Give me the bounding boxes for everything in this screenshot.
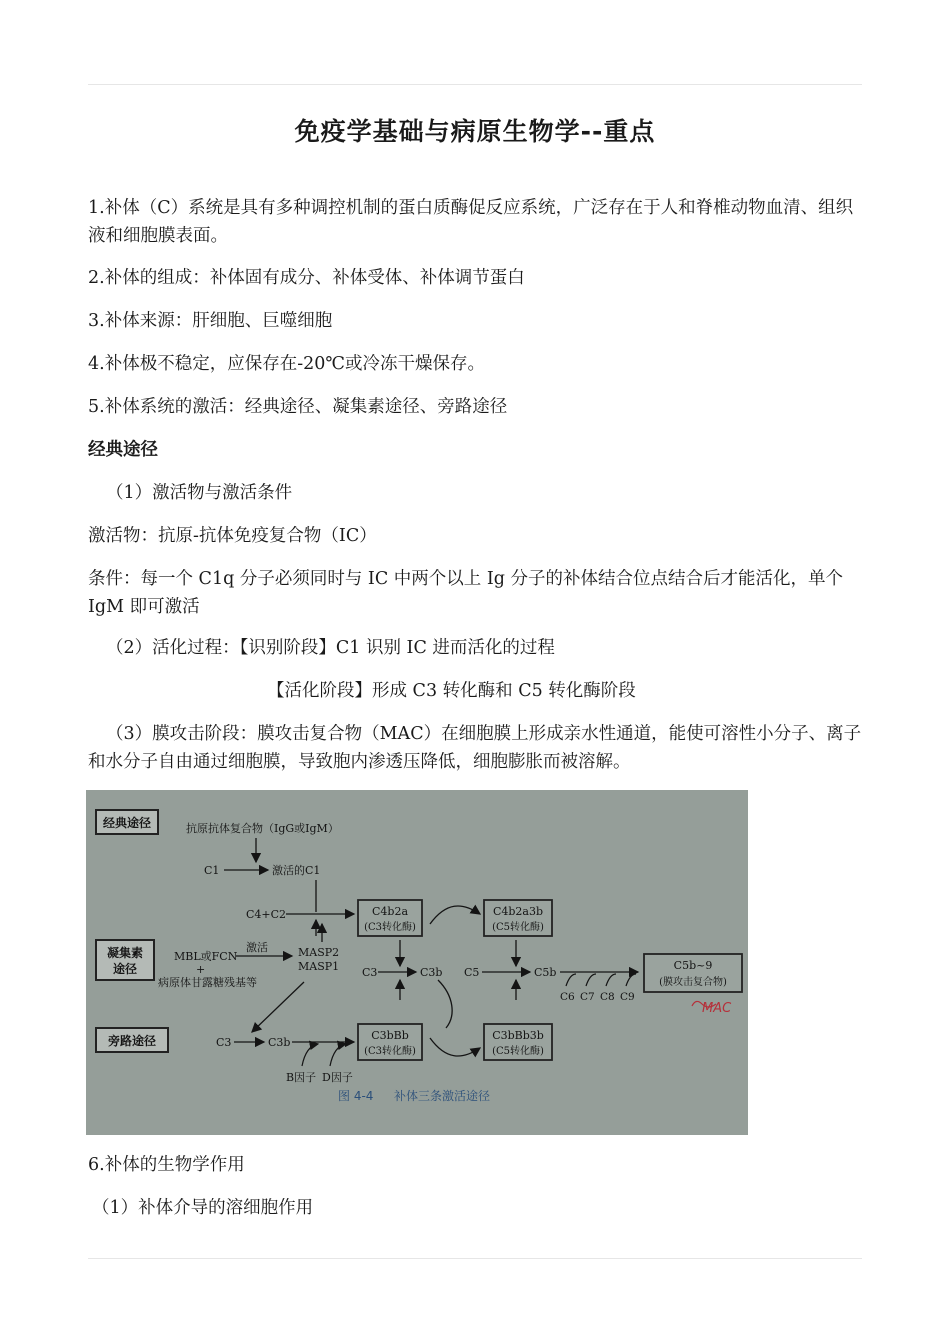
top-rule	[88, 84, 862, 85]
c9-label: C9	[620, 991, 635, 1003]
factor-b-label: B因子	[286, 1071, 317, 1084]
subsection-2-activation-stage: 【活化阶段】形成 C3 转化酶和 C5 转化酶阶段	[267, 681, 636, 701]
page-title: 免疫学基础与病原生物学--重点	[294, 117, 656, 146]
paragraph-6: 6.补体的生物学作用	[88, 1155, 245, 1175]
subsection-2: （2）活化过程：【识别阶段】C1 识别 IC 进而活化的过程	[106, 638, 555, 658]
bottom-rule	[88, 1258, 862, 1259]
svg-text:(C3转化酶): (C3转化酶)	[364, 922, 416, 933]
box-c3bbb3b	[484, 1024, 552, 1060]
box-lectin-pathway	[96, 940, 154, 980]
box-c4b2a	[358, 900, 422, 936]
subsection-1: （1）激活物与激活条件	[106, 483, 293, 503]
masp2-label: MASP2	[298, 946, 340, 959]
svg-text:C4b2a3b: C4b2a3b	[492, 905, 544, 918]
activator-line: 激活物：抗原-抗体免疫复合物（IC）	[88, 526, 377, 546]
activate-label: 激活	[246, 941, 268, 954]
factor-d-label: D因子	[322, 1071, 353, 1084]
svg-text:补体三条激活途径: 补体三条激活途径	[394, 1089, 491, 1103]
svg-text:(膜攻击复合物): (膜攻击复合物)	[659, 977, 727, 988]
active-c1-label: 激活的C1	[272, 864, 321, 877]
c3-alt-label: C3	[216, 1036, 232, 1049]
c1-label: C1	[204, 864, 220, 877]
box-classical-pathway	[96, 810, 158, 834]
svg-text:C3bBb3b: C3bBb3b	[492, 1029, 544, 1042]
c4c2-label: C4+C2	[246, 908, 287, 921]
paragraph-2: 2.补体的组成：补体固有成分、补体受体、补体调节蛋白	[88, 268, 525, 288]
svg-text:C3bBb: C3bBb	[371, 1029, 409, 1042]
section-heading-classical: 经典途径	[88, 440, 158, 460]
c3b-label: C3b	[420, 966, 443, 979]
subsection-3: （3）膜攻击阶段：膜攻击复合物（MAC）在细胞膜上形成亲水性通道，能使可溶性小分子、离子和水分子自由通过细胞膜，导致胞内渗透压降低，细胞膨胀而被溶解。	[88, 724, 862, 772]
svg-text:图 4-4: 图 4-4	[338, 1089, 374, 1103]
plus-label: +	[196, 963, 206, 976]
svg-text:C4b2a: C4b2a	[371, 905, 409, 918]
svg-text:途径: 途径	[112, 962, 138, 976]
figure-caption	[338, 1088, 490, 1103]
handwritten-mac-annotation: MAC	[702, 1001, 732, 1016]
paragraph-4: 4.补体极不稳定，应保存在-20℃或冷冻干燥保存。	[88, 354, 485, 374]
box-c5b9-mac	[644, 954, 742, 992]
svg-text:(C5转化酶): (C5转化酶)	[492, 922, 544, 933]
pathogen-mannose-label: 病原体甘露糖残基等	[158, 976, 257, 989]
box-c4b2a3b	[484, 900, 552, 936]
c8-label: C8	[600, 991, 615, 1003]
svg-text:(C5转化酶): (C5转化酶)	[492, 1046, 544, 1057]
complement-pathway-figure	[86, 790, 748, 1135]
svg-text:旁路途径: 旁路途径	[107, 1034, 157, 1048]
paragraph-3: 3.补体来源：肝细胞、巨噬细胞	[88, 311, 333, 331]
c5-label: C5	[464, 966, 480, 979]
c3b-alt-label: C3b	[268, 1036, 291, 1049]
c3-label: C3	[362, 966, 378, 979]
c5b-label: C5b	[534, 966, 557, 979]
box-alternative-pathway	[96, 1028, 168, 1052]
c6-label: C6	[560, 991, 575, 1003]
condition-paragraph: 条件：每一个 C1q 分子必须同时与 IC 中两个以上 Ig 分子的补体结合位点结合后才能活化，单个 IgM 即可激活	[88, 569, 844, 617]
svg-text:(C3转化酶): (C3转化酶)	[364, 1046, 416, 1057]
svg-text:凝集素: 凝集素	[106, 946, 144, 960]
paragraph-5: 5.补体系统的激活：经典途径、凝集素途径、旁路途径	[88, 397, 508, 417]
mbl-fcn-label: MBL或FCN	[174, 950, 238, 963]
paragraph-6-item-1: （1）补体介导的溶细胞作用	[92, 1198, 314, 1218]
paragraph-1: 1.补体（C）系统是具有多种调控机制的蛋白质酶促反应系统，广泛存在于人和脊椎动物血清、组织液和细胞膜表面。	[88, 198, 854, 246]
svg-text:经典途径: 经典途径	[102, 816, 152, 830]
c7-label: C7	[580, 991, 595, 1003]
box-c3bbb	[358, 1024, 422, 1060]
svg-text:C5b~9: C5b~9	[673, 959, 713, 972]
pathway-diagram	[86, 790, 748, 1135]
ag-ab-complex-label: 抗原抗体复合物（IgG或IgM）	[186, 822, 339, 835]
masp1-label: MASP1	[298, 960, 340, 973]
